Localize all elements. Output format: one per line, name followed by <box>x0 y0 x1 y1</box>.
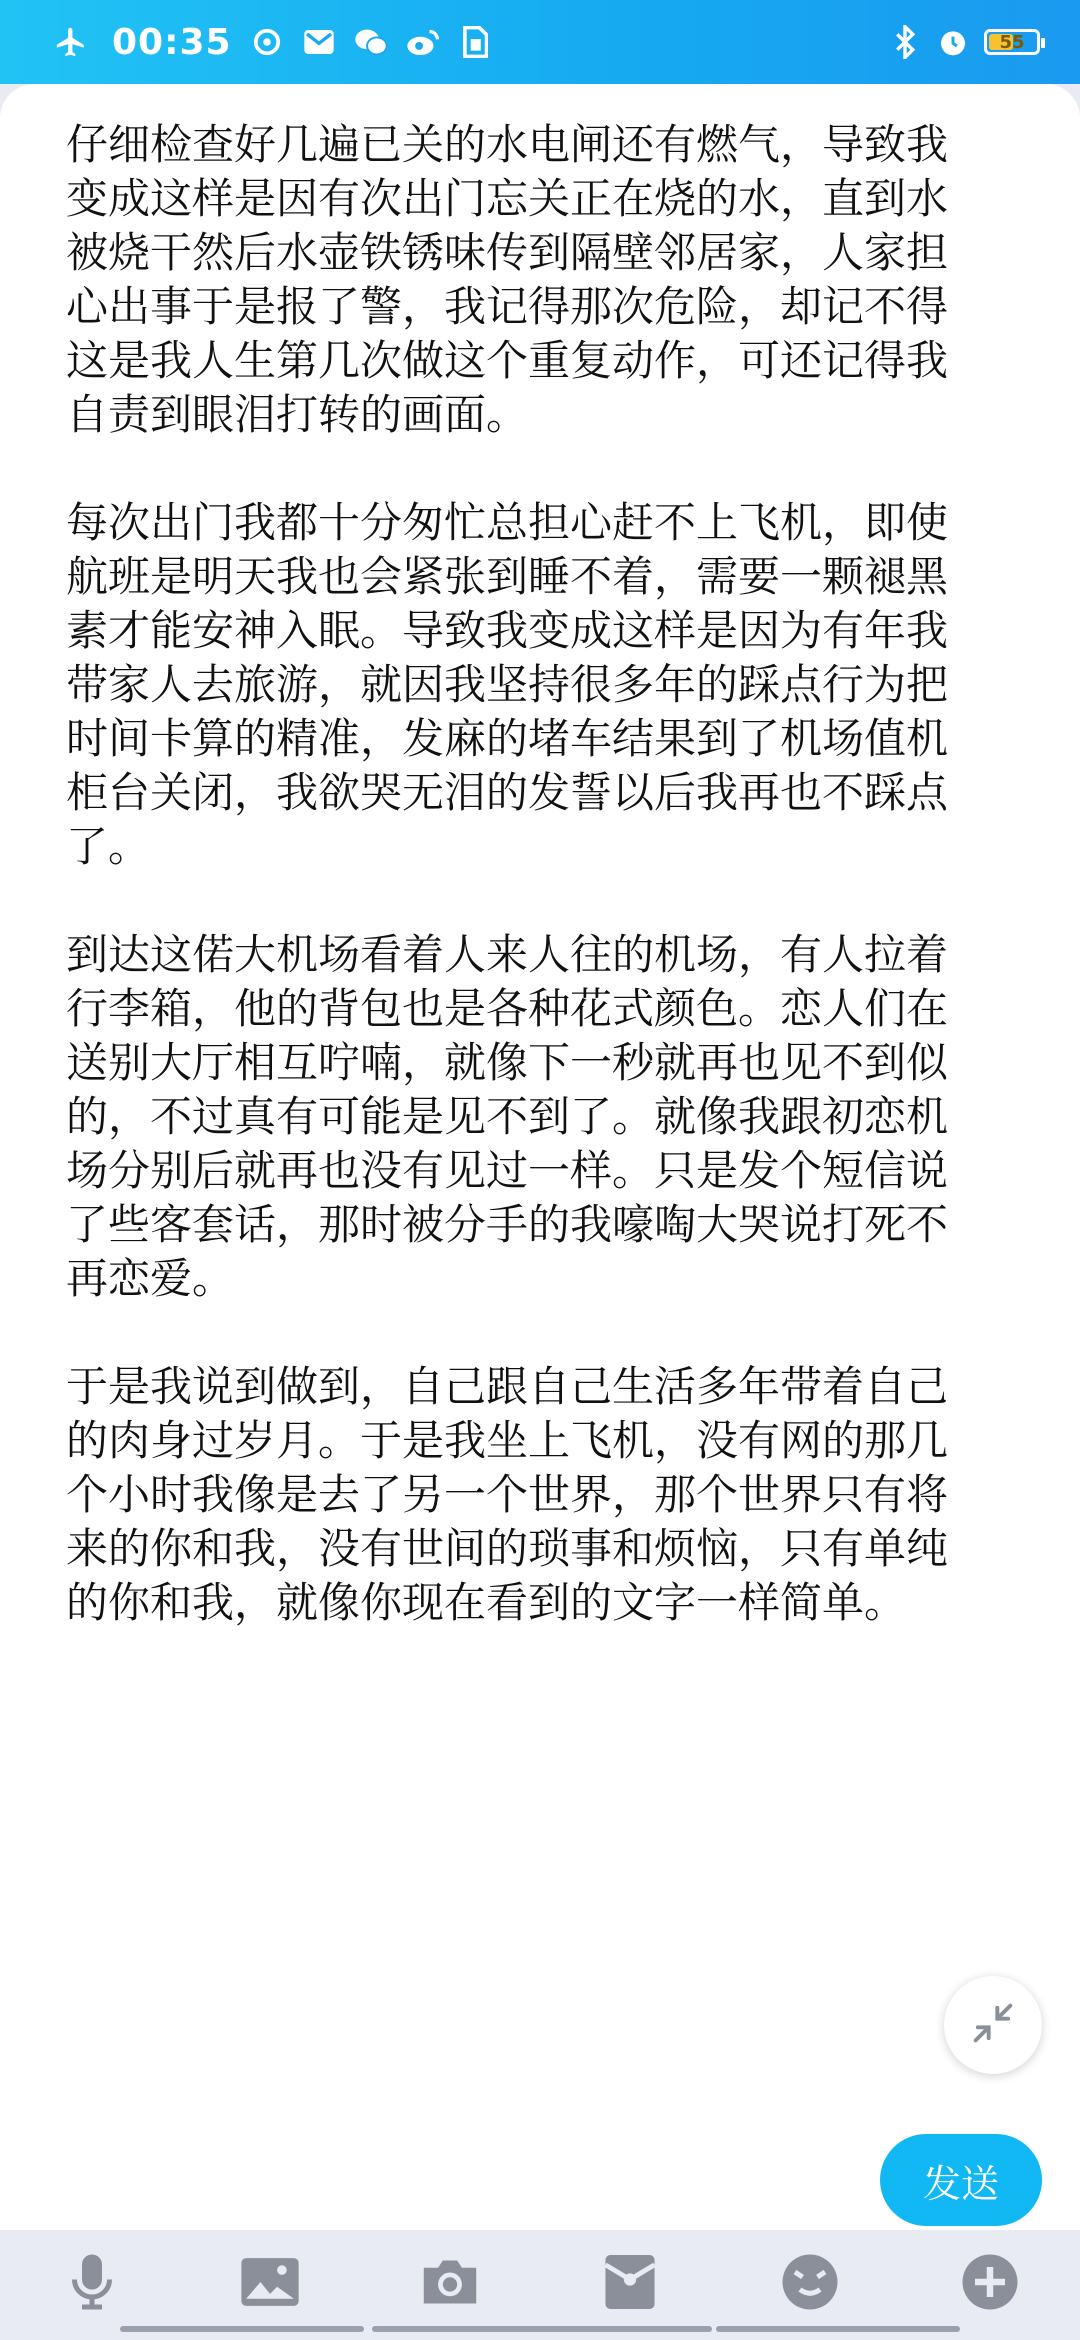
airplane-icon <box>54 25 88 59</box>
collapse-icon <box>967 1997 1019 2053</box>
emoji-icon[interactable] <box>778 2250 842 2314</box>
nav-indicator-1 <box>120 2326 364 2332</box>
paragraph-4: 于是我说到做到，自己跟自己生活多年带着自己的肉身过岁月。于是我坐上飞机，没有网的那几个小时我像是去了另一个世界，那个世界只有将来的你和我，没有世间的琐事和烦恼，只有单纯的你和我，就像你现在看到的文字一样简单。 <box>66 1362 949 1627</box>
status-right <box>888 25 1040 59</box>
status-left <box>54 22 492 63</box>
notification-icon <box>250 25 284 59</box>
microphone-icon[interactable] <box>60 2250 124 2314</box>
battery-indicator <box>984 29 1040 55</box>
paragraph-2: 每次出门我都十分匆忙总担心赶不上飞机，即使航班是明天我也会紧张到睡不着，需要一颗褪黑素才能安神入眠。导致我变成这样是因为有年我带家人去旅游，就因我坚持很多年的踩点行为把时间卡算的精准，发麻的堵车结果到了机场值机柜台关闭，我欲哭无泪的发誓以后我再也不踩点了。 <box>66 498 949 871</box>
weibo-icon <box>406 25 440 59</box>
plus-icon[interactable] <box>958 2250 1022 2314</box>
collapse-button[interactable] <box>944 1976 1042 2074</box>
camera-icon[interactable] <box>418 2250 482 2314</box>
bluetooth-icon <box>888 25 922 59</box>
wechat-icon <box>354 25 388 59</box>
paragraph-1: 仔细检查好几遍已关的水电闸还有燃气，导致我变成这样是因有次出门忘关正在烧的水，直到水被烧干然后水壶铁锈味传到隔壁邻居家，人家担心出事于是报了警，我记得那次危险，却记不得这是我人生第几次做这个重复动作，可还记得我自责到眼泪打转的画面。 <box>66 120 949 439</box>
image-icon[interactable] <box>238 2250 302 2314</box>
red-packet-icon[interactable] <box>598 2250 662 2314</box>
alarm-icon <box>936 25 970 59</box>
status-time: 00:35 <box>112 21 232 63</box>
paragraph-3: 到达这偌大机场看着人来人往的机场，有人拉着行李箱，他的背包也是各种花式颜色。恋人们在送别大厅相互咛喃，就像下一秒就再也见不到似的，不过真有可能是见不到了。就像我跟初恋机场分别后就再也没有见过一样。只是发个短信说了些客套话，那时被分手的我嚎啕大哭说打死不再恋爱。 <box>66 930 949 1303</box>
input-toolbar <box>0 2230 1080 2340</box>
status-bar <box>0 0 1080 84</box>
mail-icon <box>302 25 336 59</box>
nav-indicator-3 <box>716 2326 960 2332</box>
battery-text: 55 <box>999 31 1025 53</box>
sim-icon <box>458 25 492 59</box>
nav-indicator-2 <box>372 2326 712 2332</box>
send-button[interactable]: 发送 <box>880 2134 1042 2226</box>
text-editor[interactable] <box>66 118 986 1684</box>
editor-card <box>0 84 1080 2230</box>
